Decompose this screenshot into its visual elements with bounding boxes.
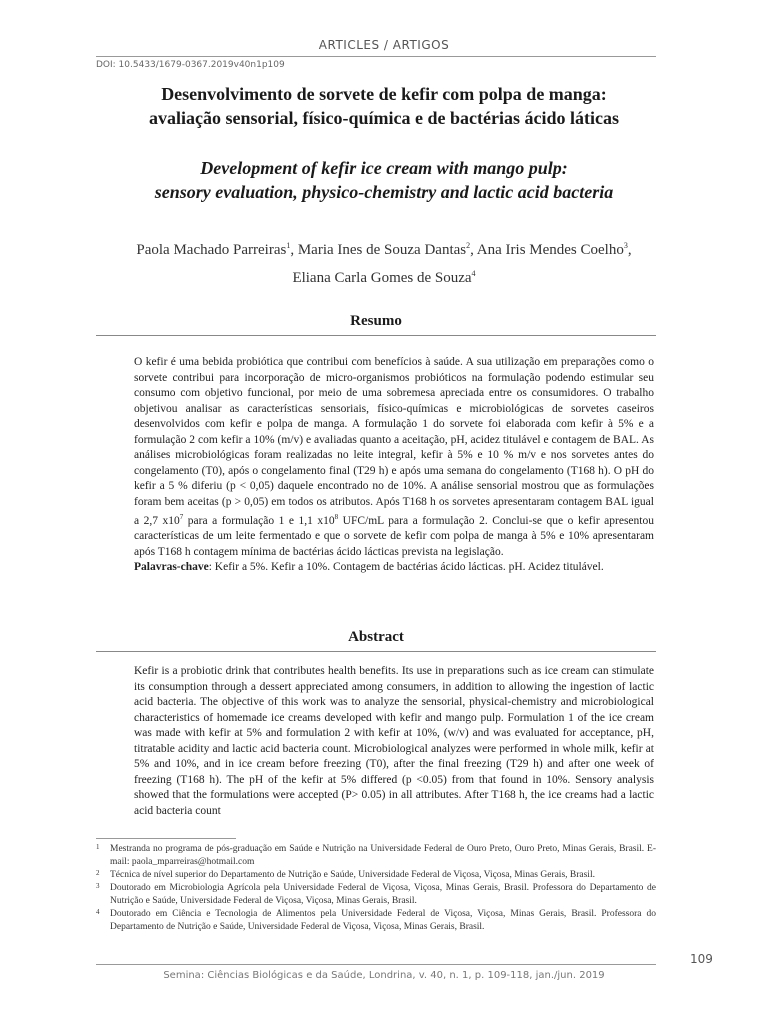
title-english xyxy=(0,156,768,204)
author-list xyxy=(0,234,768,290)
keywords-line xyxy=(134,560,654,576)
title-en-line-1: Development of kefir ice cream with mango pulp: xyxy=(200,158,568,178)
title-en-line-2: sensory evaluation, physico-chemistry and lactic acid bacteria xyxy=(154,182,614,202)
keywords-label: Palavras-chave xyxy=(134,561,209,574)
page-number: 109 xyxy=(690,952,713,966)
author-name: Eliana Carla Gomes de Souza xyxy=(292,270,472,286)
section-header: ARTICLES / ARTIGOS xyxy=(318,38,450,52)
title-pt-line-2: avaliação sensorial, físico-química e de bactérias ácido láticas xyxy=(149,108,619,128)
journal-citation: Semina: Ciências Biológicas e da Saúde, Londrina, v. 40, n. 1, p. 109-118, jan./jun. 2019 xyxy=(163,970,605,981)
keywords-text: : Kefir a 5%. Kefir a 10%. Contagem de bactérias ácido lácticas. pH. Acidez titulável. xyxy=(208,561,604,574)
doi-link[interactable]: DOI: 10.5433/1679-0367.2019v40n1p109 xyxy=(96,60,285,70)
footnote-number: 2 xyxy=(96,869,100,877)
footnote-text: Mestranda no programa de pós-graduação em Saúde e Nutrição na Universidade Federal de Ouro Preto, Ouro Preto, Minas Gerais, Brasil. E-mail: paola_mparreiras@hotmail.com xyxy=(110,844,656,867)
title-portuguese xyxy=(0,82,768,130)
author-name: Maria Ines de Souza Dantas xyxy=(297,242,467,258)
resumo-text-c: UFC/mL para a formulação 2. Conclui-se que o kefir apresentou características de um leite fermentado e que o sorvete de kefir com polpa de manga à 5% e 10% apresentaram após T168 h contagem mínima de bactérias ácido lácticas prevista na legislação. xyxy=(134,514,654,558)
author-separator: , xyxy=(470,242,477,258)
author-affiliation-mark: 2 xyxy=(466,241,471,250)
title-pt-line-1: Desenvolvimento de sorvete de kefir com polpa de manga: xyxy=(161,84,607,104)
footnotes xyxy=(96,843,656,934)
author-affiliation-mark: 3 xyxy=(623,241,628,250)
header-divider xyxy=(96,56,656,57)
author-name: Ana Iris Mendes Coelho xyxy=(476,242,624,258)
resumo-superscript: 7 xyxy=(179,513,184,521)
resumo-text-a: O kefir é uma bebida probiótica que contribui com benefícios à saúde. A sua utilização em preparações como o sorvete contribui para incorporação de micro-organismos probióticos na formulação podendo estimular seu consumo com objetivo funcional, por meio de uma sobremesa apreciada entre os consumidores. O trabalho objetivou analisar as características sensoriais, físico-químicas e microbiológicas de sorvetes caseiros desenvolvidos com kefir e polpa de manga. A formulação 1 do sorvete foi elaborada com kefir à 5% e a formulação 2 com kefir a 10% (m/v) e avaliadas quanto a aceitação, pH, acidez titulável e contagem de BAL. As análises microbiológicas foram realizadas no leite integral, kefir à 5% e 10 % m/v e nos sorvetes antes do congelamento (T0), após o congelamento final (T29 h) e após uma semana do congelamento (T168 h). O pH do kefir a 5 % diferiu (p < 0,05) daquele encontrado no de 10%. A análise sensorial mostrou que as formulações foram bem aceitas (p > 0,05) em todos os atributos. Após T168 h os sorvetes apresentaram contagem BAL igual a 2,7 x10 xyxy=(134,356,654,527)
abstract-heading: Abstract xyxy=(348,629,404,645)
author-line-2 xyxy=(0,262,768,290)
resumo-text-b: para a formulação 1 e 1,1 x10 xyxy=(183,514,335,527)
resumo-body xyxy=(134,355,654,576)
footnote-number: 1 xyxy=(96,843,100,851)
author-affiliation-mark: 4 xyxy=(471,269,476,278)
footnote-text: Doutorado em Ciência e Tecnologia de Alimentos pela Universidade Federal de Viçosa, Viçosa, Minas Gerais, Brasil. Professora do Departamento de Nutrição e Saúde, Universidade Federal de Viçosa, Viçosa, Minas Gerais, Brasil. xyxy=(110,909,656,932)
resumo-heading: Resumo xyxy=(350,313,402,329)
abstract-divider xyxy=(96,651,656,652)
footnote xyxy=(96,869,656,882)
resumo-paragraph xyxy=(134,355,654,560)
author-affiliation-mark: 1 xyxy=(286,241,291,250)
author-name: Paola Machado Parreiras xyxy=(136,242,287,258)
footnote xyxy=(96,843,656,869)
footnote-divider xyxy=(96,838,236,839)
footnote xyxy=(96,882,656,908)
abstract-paragraph: Kefir is a probiotic drink that contributes health benefits. Its use in preparations such as ice cream can stimulate its consumption through a dessert appreciated among consumers, in addition to allowing the ingestion of lactic acid bacteria. The objective of this work was to analyze the sensorial, physical-chemistry and microbiological characteristics of homemade ice creams developed with kefir and mango pulp. Formulation 1 of the ice cream was made with kefir at 5% and formulation 2 with kefir at 10%, (w/v) and was evaluated for acceptance, pH, titratable acidity and lactic acid bacteria count. Microbiological analyzes were performed in whole milk, kefir at 5% and 10%, and in ice cream before freezing (T0), after the final freezing (T29 h) and after one week of freezing (T168 h). The pH of the kefir at 5% differed (p <0.05) from that found in 10%. Sensory analysis showed that the formulations were accepted (P> 0.05) in all attributes. After T168 h, the ice creams had a lactic acid bacteria count xyxy=(134,665,654,817)
footnote xyxy=(96,908,656,934)
author-separator: , xyxy=(290,242,298,258)
footnote-text: Doutorado em Microbiologia Agrícola pela Universidade Federal de Viçosa, Viçosa, Minas Gerais, Brasil. Professora do Departamento de Nutrição e Saúde, Universidade Federal de Viçosa, Viçosa, Minas Gerais, Brasil. xyxy=(110,883,656,906)
footnote-number: 4 xyxy=(96,908,100,916)
abstract-body xyxy=(134,664,654,836)
footnote-number: 3 xyxy=(96,882,100,890)
resumo-superscript: 8 xyxy=(334,513,339,521)
footer-divider xyxy=(96,964,656,965)
author-separator: , xyxy=(627,242,632,258)
footnote-text: Técnica de nível superior do Departamento de Nutrição e Saúde, Universidade Federal de Viçosa, Viçosa, Minas Gerais, Brasil. xyxy=(110,870,595,880)
resumo-divider xyxy=(96,335,656,336)
author-line-1 xyxy=(0,234,768,262)
